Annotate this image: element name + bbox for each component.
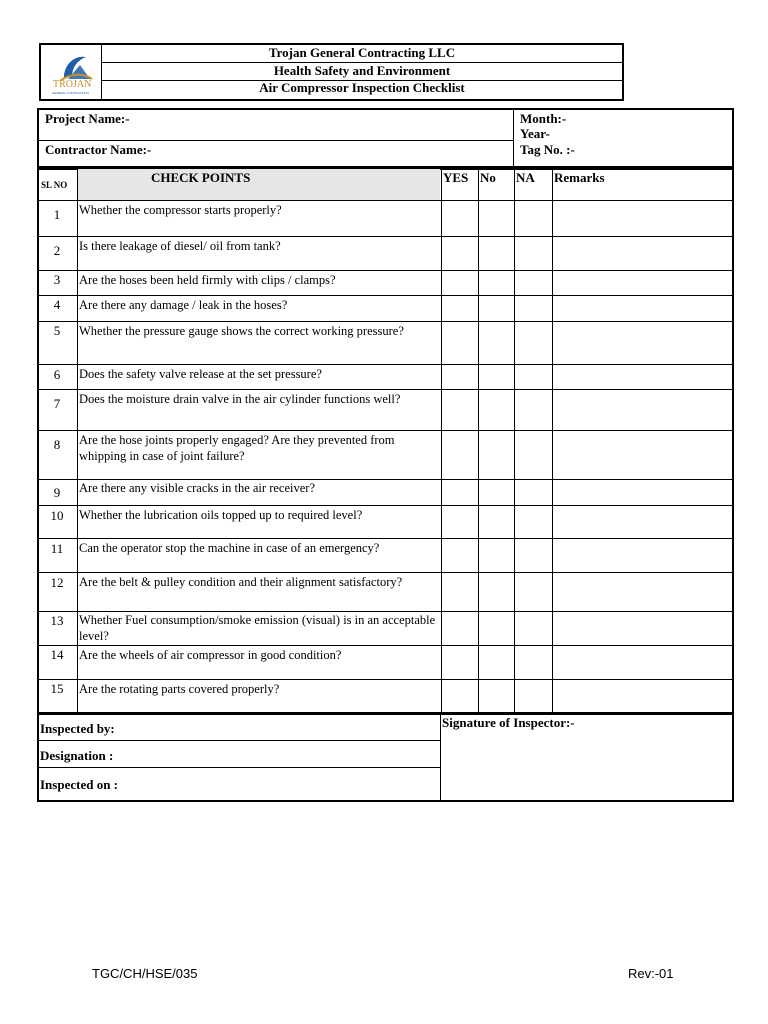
- info-divider: [513, 109, 514, 167]
- remarks-cell[interactable]: [553, 322, 733, 364]
- na-checkbox-cell[interactable]: [515, 480, 551, 505]
- col-header-check-points: CHECK POINTS: [151, 170, 251, 185]
- header-shade: [77, 169, 440, 200]
- logo-subtext: GENERAL CONTRACTING: [52, 91, 90, 95]
- row-number: 6: [53, 367, 61, 382]
- check-point-text: Are the wheels of air compressor in good condition?: [79, 648, 342, 662]
- contractor-name-label: Contractor Name:-: [45, 142, 152, 157]
- document-code: TGC/CH/HSE/035: [92, 966, 198, 981]
- yes-checkbox-cell[interactable]: [442, 573, 477, 611]
- no-checkbox-cell[interactable]: [479, 390, 513, 430]
- no-checkbox-cell[interactable]: [479, 573, 513, 611]
- inspection-block: [37, 713, 734, 802]
- no-checkbox-cell[interactable]: [479, 365, 513, 389]
- row-number: 5: [53, 323, 61, 338]
- no-checkbox-cell[interactable]: [479, 680, 513, 713]
- no-checkbox-cell[interactable]: [479, 539, 513, 572]
- na-checkbox-cell[interactable]: [515, 680, 551, 713]
- month-label: Month:-: [520, 111, 567, 126]
- info-rule: [38, 140, 513, 141]
- info-block: [37, 108, 734, 168]
- yes-checkbox-cell[interactable]: [442, 296, 477, 321]
- no-checkbox-cell[interactable]: [479, 271, 513, 295]
- remarks-cell[interactable]: [553, 539, 733, 572]
- check-point-text: Whether the pressure gauge shows the correct working pressure?: [79, 324, 404, 338]
- row-number: 15: [50, 681, 64, 696]
- remarks-cell[interactable]: [553, 390, 733, 430]
- row-number: 7: [53, 396, 61, 411]
- yes-checkbox-cell[interactable]: [442, 506, 477, 538]
- inspection-rule-1: [38, 740, 440, 741]
- no-checkbox-cell[interactable]: [479, 201, 513, 236]
- na-checkbox-cell[interactable]: [515, 237, 551, 270]
- remarks-cell[interactable]: [553, 573, 733, 611]
- check-point-text: Does the moisture drain valve in the air cylinder functions well?: [79, 392, 401, 406]
- check-point-text: Is there leakage of diesel/ oil from tank?: [79, 239, 281, 253]
- designation-label: Designation :: [40, 748, 114, 763]
- check-point-text: Whether the lubrication oils topped up to required level?: [79, 508, 363, 522]
- col-header-yes: YES: [443, 170, 469, 185]
- remarks-cell[interactable]: [553, 365, 733, 389]
- row-number: 8: [53, 437, 61, 452]
- signature-label: Signature of Inspector:-: [442, 715, 575, 730]
- row-number: 2: [53, 243, 61, 258]
- yes-checkbox-cell[interactable]: [442, 646, 477, 679]
- no-checkbox-cell[interactable]: [479, 612, 513, 645]
- na-checkbox-cell[interactable]: [515, 296, 551, 321]
- check-point-text: Can the operator stop the machine in case of an emergency?: [79, 541, 380, 555]
- na-checkbox-cell[interactable]: [515, 573, 551, 611]
- na-checkbox-cell[interactable]: [515, 201, 551, 236]
- inspection-rule-2: [38, 767, 440, 768]
- col-header-no: No: [480, 170, 496, 185]
- row-number: 13: [50, 613, 64, 628]
- check-point-text: Are there any visible cracks in the air receiver?: [79, 481, 315, 495]
- no-checkbox-cell[interactable]: [479, 322, 513, 364]
- inspection-divider: [440, 714, 441, 801]
- row-number: 11: [50, 541, 64, 556]
- yes-checkbox-cell[interactable]: [442, 390, 477, 430]
- na-checkbox-cell[interactable]: [515, 506, 551, 538]
- col-header-sl: SL NO: [41, 180, 68, 190]
- yes-checkbox-cell[interactable]: [442, 322, 477, 364]
- no-checkbox-cell[interactable]: [479, 237, 513, 270]
- remarks-cell[interactable]: [553, 480, 733, 505]
- row-number: 1: [53, 207, 61, 222]
- tag-label: Tag No. :-: [520, 142, 575, 157]
- department-name: Health Safety and Environment: [273, 63, 451, 78]
- company-logo: [50, 47, 100, 99]
- col-header-remarks: Remarks: [554, 170, 605, 185]
- revision-number: Rev:-01: [628, 966, 674, 981]
- na-checkbox-cell[interactable]: [515, 271, 551, 295]
- remarks-cell[interactable]: [553, 680, 733, 713]
- inspected-on-label: Inspected on :: [40, 777, 119, 792]
- na-checkbox-cell[interactable]: [515, 612, 551, 645]
- inspected-by-label: Inspected by:: [40, 721, 115, 736]
- no-checkbox-cell[interactable]: [479, 296, 513, 321]
- remarks-cell[interactable]: [553, 237, 733, 270]
- no-checkbox-cell[interactable]: [479, 646, 513, 679]
- row-number: 12: [50, 575, 64, 590]
- yes-checkbox-cell[interactable]: [442, 201, 477, 236]
- remarks-cell[interactable]: [553, 201, 733, 236]
- project-name-label: Project Name:-: [45, 111, 130, 126]
- na-checkbox-cell[interactable]: [515, 322, 551, 364]
- logo-text: TROJAN: [53, 79, 92, 90]
- yes-checkbox-cell[interactable]: [442, 680, 477, 713]
- check-point-text: Are the hose joints properly engaged? Are they prevented from whipping in case of joint failure?: [79, 433, 395, 463]
- company-name: Trojan General Contracting LLC: [268, 45, 456, 60]
- check-point-text: Does the safety valve release at the set pressure?: [79, 367, 322, 381]
- row-number: 9: [53, 485, 61, 500]
- na-checkbox-cell[interactable]: [515, 646, 551, 679]
- no-checkbox-cell[interactable]: [479, 480, 513, 505]
- yes-checkbox-cell[interactable]: [442, 237, 477, 270]
- row-number: 10: [50, 508, 64, 523]
- na-checkbox-cell[interactable]: [515, 390, 551, 430]
- year-label: Year-: [520, 126, 550, 141]
- yes-checkbox-cell[interactable]: [442, 431, 477, 479]
- remarks-cell[interactable]: [553, 612, 733, 645]
- column-divider: [77, 169, 78, 713]
- check-point-text: Are there any damage / leak in the hoses?: [79, 298, 288, 312]
- check-point-text: Whether the compressor starts properly?: [79, 203, 282, 217]
- remarks-cell[interactable]: [553, 296, 733, 321]
- check-point-text: Are the belt & pulley condition and their alignment satisfactory?: [79, 575, 403, 589]
- yes-checkbox-cell[interactable]: [442, 539, 477, 572]
- yes-checkbox-cell[interactable]: [442, 365, 477, 389]
- check-point-text: Are the rotating parts covered properly?: [79, 682, 280, 696]
- yes-checkbox-cell[interactable]: [442, 480, 477, 505]
- check-point-text: Are the hoses been held firmly with clips / clamps?: [79, 273, 336, 287]
- no-checkbox-cell[interactable]: [479, 506, 513, 538]
- remarks-cell[interactable]: [553, 271, 733, 295]
- form-title: Air Compressor Inspection Checklist: [259, 80, 465, 95]
- yes-checkbox-cell[interactable]: [442, 612, 477, 645]
- row-number: 14: [50, 647, 64, 662]
- na-checkbox-cell[interactable]: [515, 365, 551, 389]
- remarks-cell[interactable]: [553, 646, 733, 679]
- na-checkbox-cell[interactable]: [515, 539, 551, 572]
- no-checkbox-cell[interactable]: [479, 431, 513, 479]
- remarks-cell[interactable]: [553, 431, 733, 479]
- na-checkbox-cell[interactable]: [515, 431, 551, 479]
- row-number: 3: [53, 272, 61, 287]
- yes-checkbox-cell[interactable]: [442, 271, 477, 295]
- col-header-na: NA: [516, 170, 535, 185]
- remarks-cell[interactable]: [553, 506, 733, 538]
- row-number: 4: [53, 297, 61, 312]
- check-point-text: Whether Fuel consumption/smoke emission (visual) is in an acceptable level?: [79, 613, 436, 643]
